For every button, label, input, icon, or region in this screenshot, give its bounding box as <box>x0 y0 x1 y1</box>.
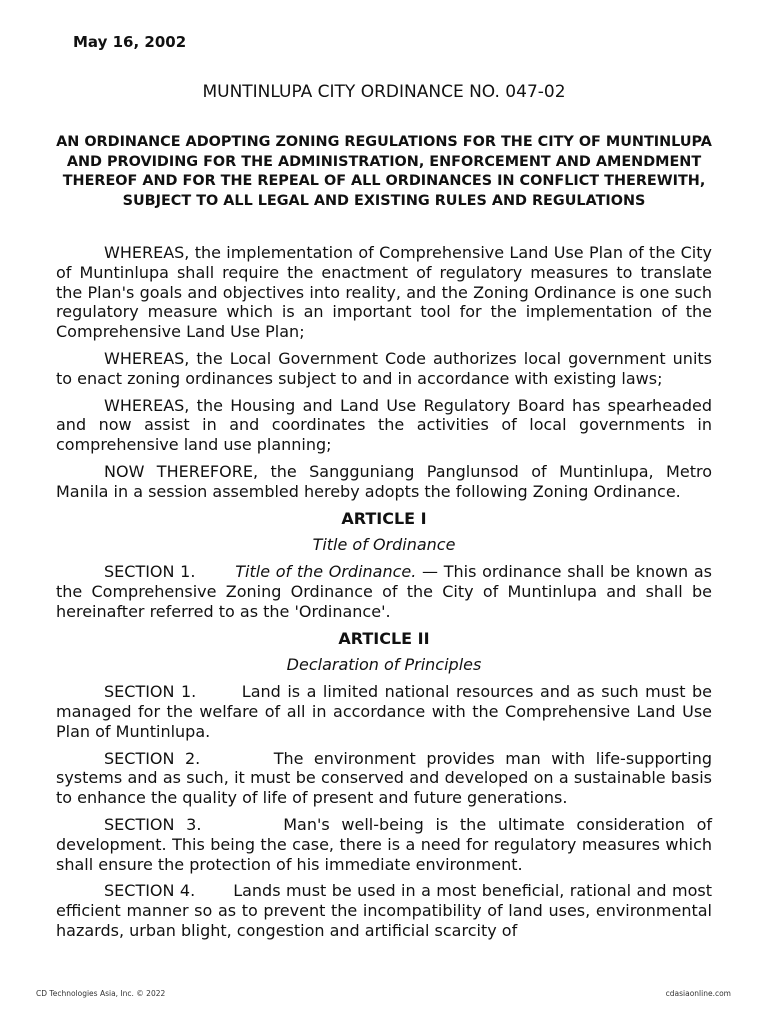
section-label: SECTION 2. <box>104 748 201 768</box>
article-1-section-1 <box>56 562 712 621</box>
section-label: SECTION 3. <box>104 814 202 834</box>
section-label: SECTION 1. <box>104 562 196 582</box>
section-text: — This ordinance shall be known as the Comprehensive Zoning Ordinance of the City of Muntinlupa and shall be hereinafter referred to as the 'Ordinance'. <box>56 562 712 621</box>
section-title: Title of the Ordinance. <box>235 562 417 582</box>
footer-site: cdasiaonline.com <box>665 989 731 998</box>
article-2-title: Declaration of Principles <box>286 655 482 675</box>
document-body <box>56 243 712 948</box>
whereas-paragraph: WHEREAS, the Local Government Code authorizes local government units to enact zoning ordinances subject to and in accordance with existing laws; <box>56 348 712 388</box>
footer-copyright: CD Technologies Asia, Inc. © 2022 <box>36 989 166 998</box>
section-label: SECTION 4. <box>104 881 196 901</box>
article-2-label: ARTICLE II <box>338 628 430 648</box>
ordinance-heading: AN ORDINANCE ADOPTING ZONING REGULATIONS FOR THE CITY OF MUNTINLUPA AND PROVIDING FOR THE ADMINISTRATION, ENFORCEMENT AND AMENDMENT THEREOF AND FOR THE REPEAL OF ALL ORDINANCES IN CONFLICT THEREWITH, SUBJECT TO ALL LEGAL AND EXISTING RULES AND REGULATIONS <box>56 134 712 209</box>
document-date: May 16, 2002 <box>73 33 187 51</box>
whereas-paragraph: WHEREAS, the implementation of Comprehensive Land Use Plan of the City of Muntinlupa shall require the enactment of regulatory measures to translate the Plan's goals and objectives into reality, and the Zoning Ordinance is one such regulatory measure which is an important tool for the implementation of the Comprehensive Land Use Plan; <box>56 243 712 342</box>
section-text: Land is a limited national resources and as such must be managed for the welfare of all in accordance with the Comprehensive Land Use Plan of Muntinlupa. <box>56 682 713 741</box>
section-text: Lands must be used in a most beneficial, rational and most efficient manner so as to prevent the incompatibility of land uses, environmental hazards, urban blight, congestion and artificial scarcity of <box>56 881 713 940</box>
section-text: Man's well-being is the ultimate consideration of development. This being the case, there is a need for regulatory measures which shall ensure the protection of his immediate environment. <box>56 814 712 874</box>
article-2-section-3 <box>56 815 712 874</box>
section-label: SECTION 1. <box>104 682 197 702</box>
article-1-title: Title of Ordinance <box>312 535 456 555</box>
article-2-section-4 <box>56 881 712 940</box>
section-text: The environment provides man with life-supporting systems and as such, it must be conserved and developed on a sustainable basis to enhance the quality of life of present and future generations. <box>56 748 713 808</box>
article-2-section-1 <box>56 682 712 741</box>
whereas-paragraph: WHEREAS, the Housing and Land Use Regulatory Board has spearheaded and now assist in and coordinates the activities of local governments in comprehensive land use planning; <box>56 395 712 455</box>
article-1-label: ARTICLE I <box>341 508 427 528</box>
ordinance-title: MUNTINLUPA CITY ORDINANCE NO. 047-02 <box>202 82 566 102</box>
article-2-section-2 <box>56 749 712 808</box>
now-therefore-paragraph: NOW THEREFORE, the Sangguniang Panglunsod of Muntinlupa, Metro Manila in a session assembled hereby adopts the following Zoning Ordinance. <box>56 461 712 501</box>
